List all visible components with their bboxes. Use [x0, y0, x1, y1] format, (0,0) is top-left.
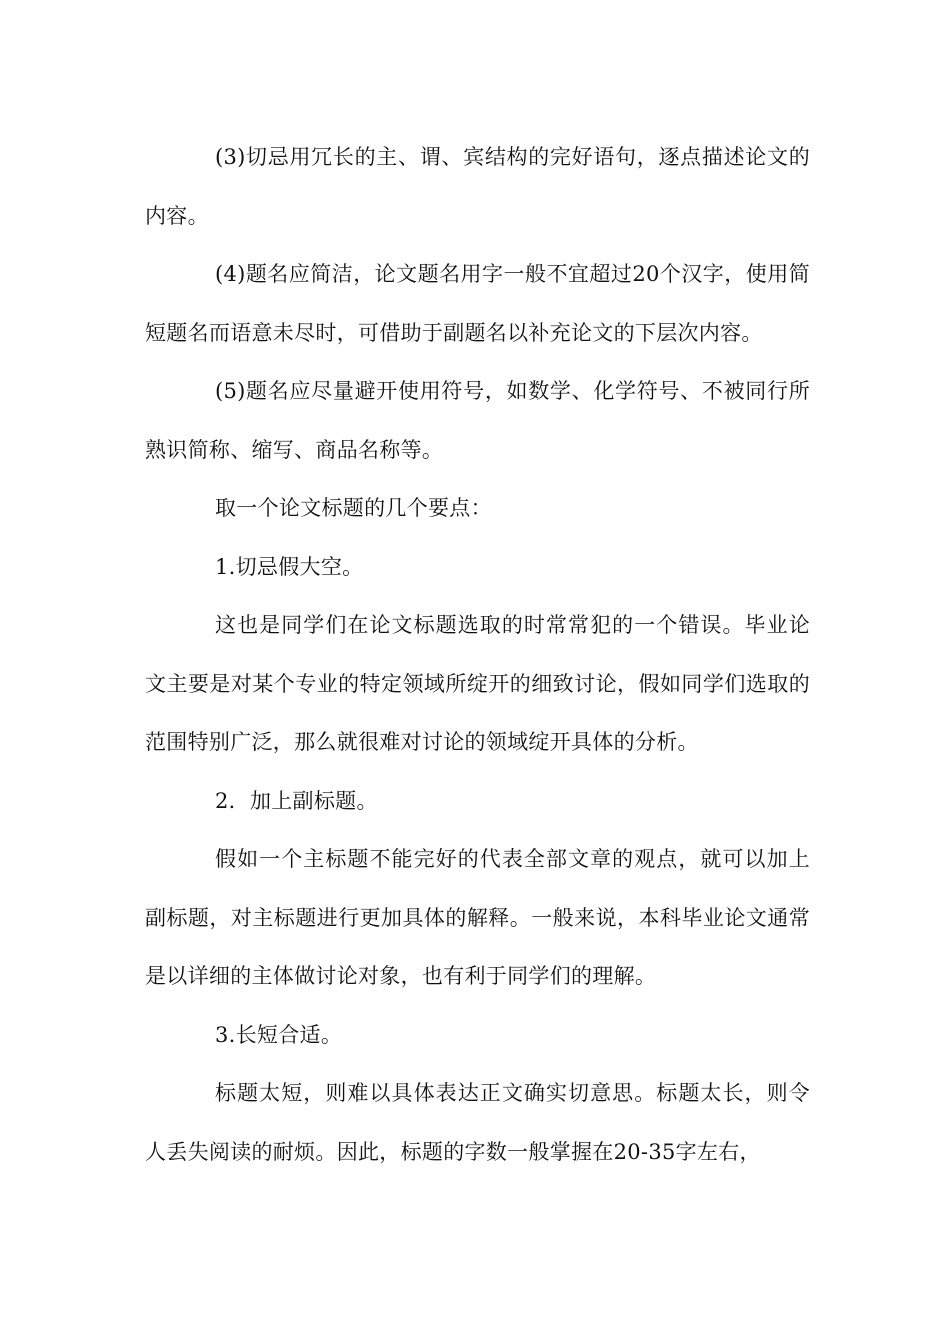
point-2-heading: 2．加上副标题。 — [215, 788, 378, 813]
point-1-body: 这也是同学们在论文标题选取的时常常犯的一个错误。毕业论文主要是对某个专业的特定领域所绽开的细致讨论，假如同学们选取的范围特别广泛，那么就很难对讨论的领域绽开具体的分析。 — [145, 613, 810, 754]
paragraph-item-5: (5)题名应尽量避开使用符号，如数学、化学符号、不被同行所熟识简称、缩写、商品名称等。 — [145, 379, 810, 462]
point-3-body: 标题太短，则难以具体表达正文确实切意思。标题太长，则令人丢失阅读的耐烦。因此，标题的字数一般掌握在20-35字左右， — [145, 1081, 810, 1164]
point-3-heading: 3.长短合适。 — [215, 1022, 343, 1047]
point-2-body: 假如一个主标题不能完好的代表全部文章的观点，就可以加上副标题，对主标题进行更加具体的解释。一般来说，本科毕业论文通常是以详细的主体做讨论对象，也有利于同学们的理解。 — [145, 847, 810, 988]
point-1-heading: 1.切忌假大空。 — [215, 554, 364, 579]
document-body — [145, 128, 810, 1181]
paragraph-item-3: (3)切忌用冗长的主、谓、宾结构的完好语句，逐点描述论文的内容。 — [145, 145, 810, 228]
paragraph-item-4: (4)题名应简洁，论文题名用字一般不宜超过20个汉字，使用简短题名而语意未尽时，可借助于副题名以补充论文的下层次内容。 — [145, 262, 810, 345]
section-heading: 取一个论文标题的几个要点： — [215, 496, 492, 520]
